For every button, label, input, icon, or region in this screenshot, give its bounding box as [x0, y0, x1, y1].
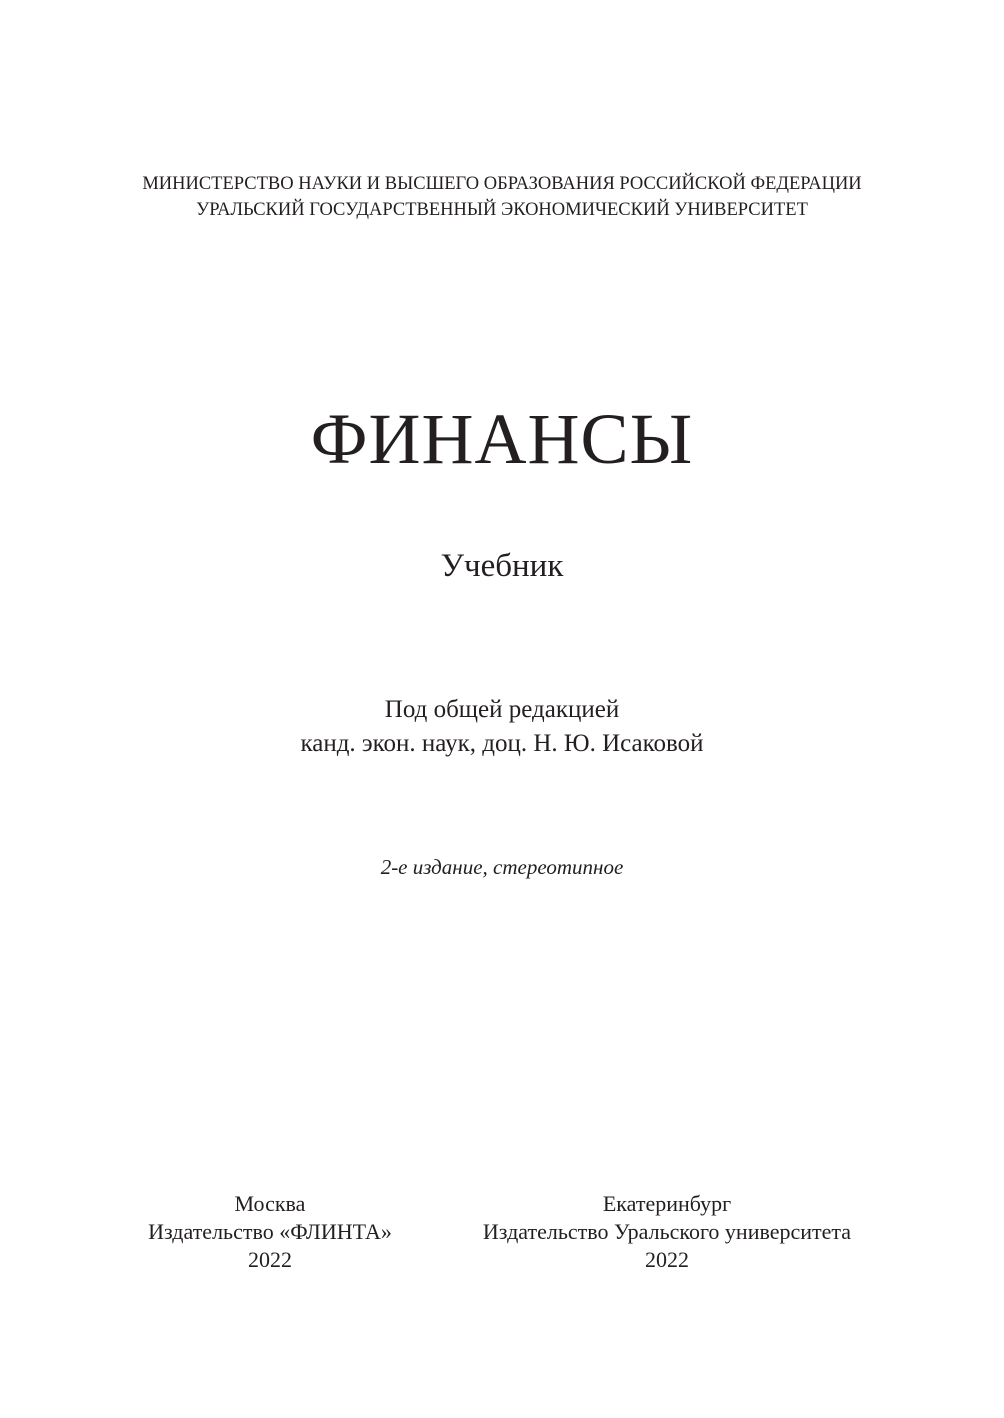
publisher-right-year: 2022	[645, 1247, 689, 1272]
editor-line-2: канд. экон. наук, доц. Н. Ю. Исаковой	[300, 730, 704, 757]
edition-note: 2-е издание, стереотипное	[380, 855, 624, 879]
publisher-left-year: 2022	[248, 1247, 292, 1272]
publisher-left	[130, 1190, 410, 1274]
publisher-right-name: Издательство Уральского университета	[482, 1219, 852, 1244]
university-heading: УРАЛЬСКИЙ ГОСУДАРСТВЕННЫЙ ЭКОНОМИЧЕСКИЙ УНИВЕРСИТЕТ	[196, 200, 808, 220]
book-subtitle: Учебник	[440, 548, 564, 584]
publisher-left-name: Издательство «ФЛИНТА»	[148, 1219, 392, 1244]
ministry-heading: МИНИСТЕРСТВО НАУКИ И ВЫСШЕГО ОБРАЗОВАНИЯ РОССИЙСКОЙ ФЕДЕРАЦИИ	[142, 174, 862, 194]
publisher-right	[462, 1190, 872, 1274]
publisher-right-city: Екатеринбург	[602, 1191, 732, 1216]
editor-line-1: Под общей редакцией	[384, 696, 620, 723]
book-title: ФИНАНСЫ	[310, 399, 694, 479]
publisher-left-city: Москва	[234, 1191, 306, 1216]
